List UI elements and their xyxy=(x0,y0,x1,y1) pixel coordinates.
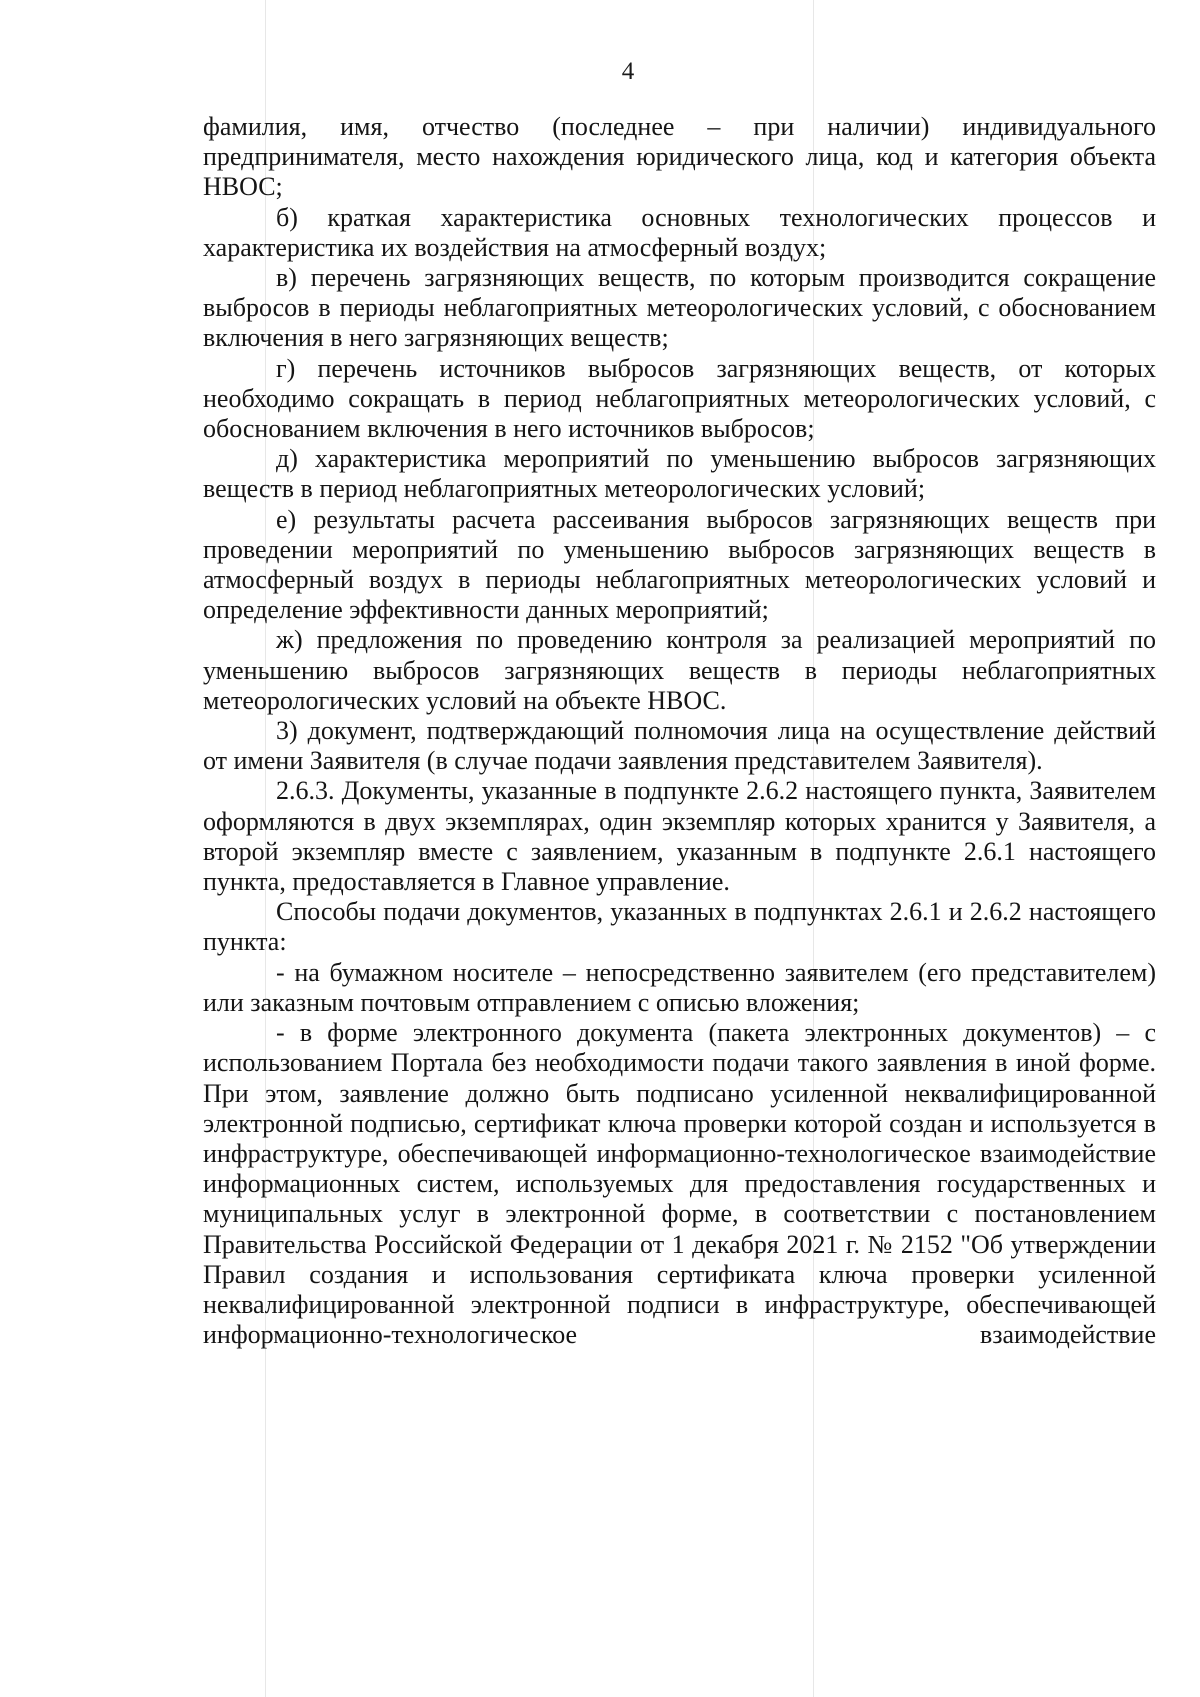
page-number: 4 xyxy=(621,58,635,85)
paragraph-2-6-3: 2.6.3. Документы, указанные в подпункте 2.6.2 настоящего пункта, Заявителем оформляются в двух экземплярах, один экземпляр которых хранится у Заявителя, а второй экземпляр вместе с заявлением, указанным в подпункте 2.6.1 настоящего пункта, предоставляется в Главное управление. xyxy=(203,776,1156,897)
paragraph-submission-methods: Способы подачи документов, указанных в подпунктах 2.6.1 и 2.6.2 настоящего пункта: xyxy=(203,897,1156,957)
paragraph-paper-method: - на бумажном носителе – непосредственно заявителем (его представителем) или заказным почтовым отправлением с описью вложения; xyxy=(203,957,1156,1017)
paragraph-item-g: г) перечень источников выбросов загрязняющих веществ, от которых необходимо сокращать в период неблагоприятных метеорологических условий, с обоснованием включения в него источников выбросов; xyxy=(203,353,1156,444)
document-body xyxy=(203,112,1156,1350)
paragraph-item-e: е) результаты расчета рассеивания выбросов загрязняющих веществ при проведении мероприятий по уменьшению выбросов загрязняющих веществ в атмосферный воздух в периоды неблагоприятных метеорологических условий и определение эффективности данных мероприятий; xyxy=(203,504,1156,625)
paragraph-item-3: 3) документ, подтверждающий полномочия лица на осуществление действий от имени Заявителя (в случае подачи заявления представителем Заявителя). xyxy=(203,716,1156,776)
paragraph-item-d: д) характеристика мероприятий по уменьшению выбросов загрязняющих веществ в период неблагоприятных метеорологических условий; xyxy=(203,444,1156,504)
paragraph-electronic-method: - в форме электронного документа (пакета электронных документов) – с использованием Портала без необходимости подачи такого заявления в иной форме. При этом, заявление должно быть подписано усиленной неквалифицированной электронной подписью, сертификат ключа проверки которой создан и используется в инфраструктуре, обеспечивающей информационно-технологическое взаимодействие информационных систем, используемых для предоставления государственных и муниципальных услуг в электронной форме, в соответствии с постановлением Правительства Российской Федерации от 1 декабря 2021 г. № 2152 "Об утверждении Правил создания и использования сертификата ключа проверки усиленной неквалифицированной электронной подписи в инфраструктуре, обеспечивающей информационно-технологическое взаимодействие xyxy=(203,1018,1156,1350)
paragraph-item-zh: ж) предложения по проведению контроля за реализацией мероприятий по уменьшению выбросов загрязняющих веществ в периоды неблагоприятных метеорологических условий на объекте НВОС. xyxy=(203,625,1156,715)
paragraph-applicant-details: фамилия, имя, отчество (последнее – при наличии) индивидуального предпринимателя, место нахождения юридического лица, код и категория объекта НВОС; xyxy=(203,112,1156,202)
paragraph-item-v: в) перечень загрязняющих веществ, по которым производится сокращение выбросов в периоды неблагоприятных метеорологических условий, с обоснованием включения в него загрязняющих веществ; xyxy=(203,263,1156,353)
paragraph-item-b: б) краткая характеристика основных технологических процессов и характеристика их воздействия на атмосферный воздух; xyxy=(203,202,1156,262)
